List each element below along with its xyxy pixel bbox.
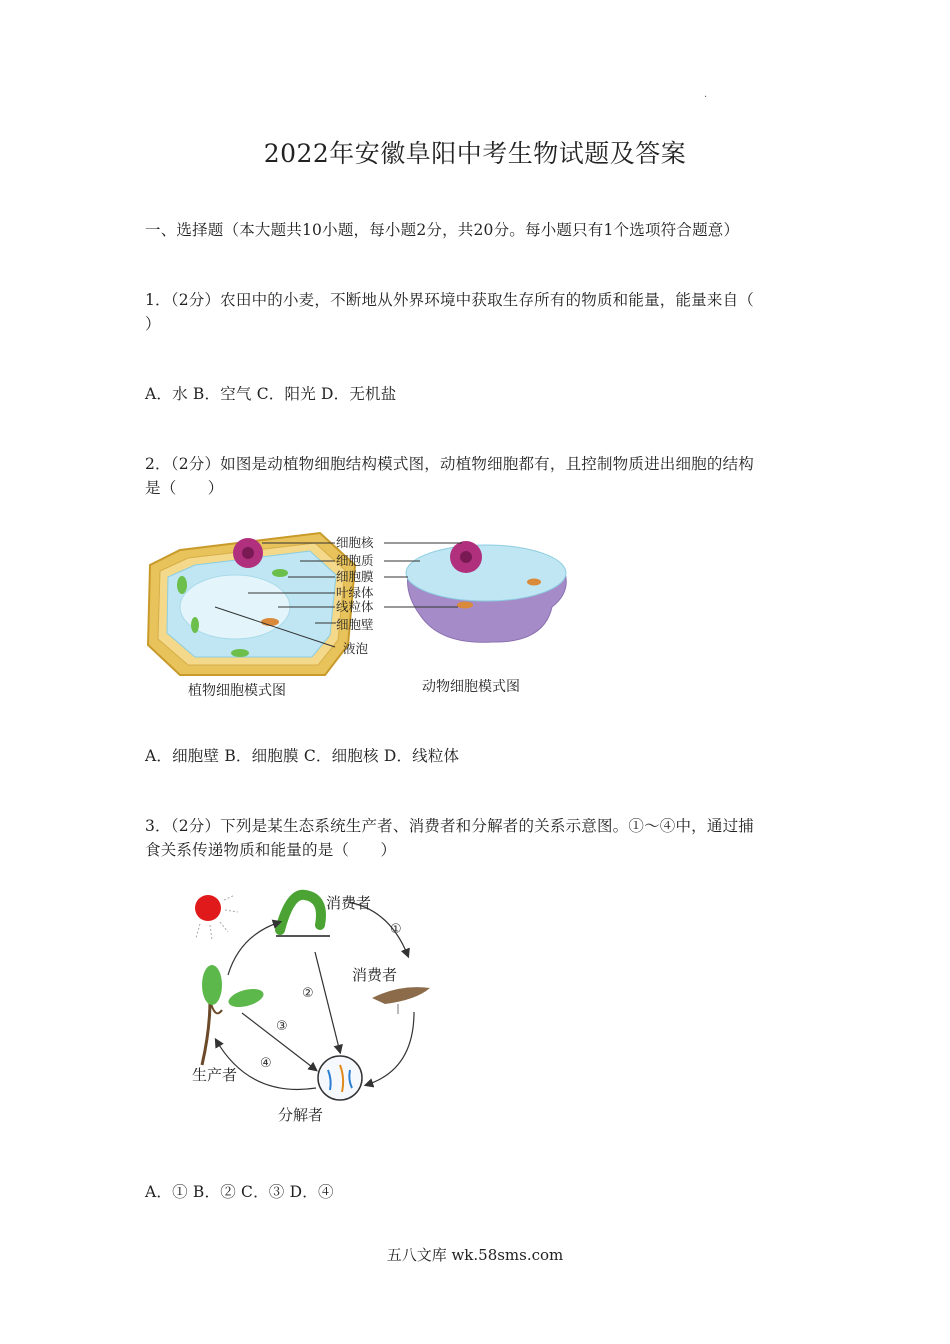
- arrow-number-3: ③: [276, 1019, 288, 1034]
- plant-stem: [202, 1000, 210, 1065]
- question-3-text: 3．（2分）下列是某生态系统生产者、消费者和分解者的关系示意图。①～④中，通过捕: [145, 817, 754, 835]
- label-membrane: 细胞膜: [336, 569, 374, 584]
- arrow-number-2: ②: [302, 986, 314, 1001]
- cell-structure-figure: [140, 525, 580, 705]
- label-mitochondria: 线粒体: [336, 599, 374, 614]
- question-1-text-cont: ）: [145, 315, 161, 333]
- caterpillar-icon: [280, 895, 321, 930]
- label-vacuole: 液泡: [343, 641, 369, 656]
- consumer-1-label: 消费者: [326, 894, 372, 912]
- arrow-number-1: ①: [390, 922, 402, 937]
- section-heading: 一、选择题（本大题共10小题，每小题2分，共20分。每小题只有1个选项符合题意）: [145, 221, 740, 239]
- chloroplast-icon: [231, 649, 249, 657]
- question-3-options: A．① B．② C．③ D．④: [145, 1183, 334, 1201]
- mitochondria-icon: [457, 602, 473, 609]
- plant-nucleolus: [242, 547, 254, 559]
- producer-label: 生产者: [192, 1066, 238, 1084]
- animal-cell-caption: 动物细胞模式图: [422, 679, 520, 695]
- consumer-2-label: 消费者: [352, 966, 398, 984]
- question-2-options: A．细胞壁 B．细胞膜 C．细胞核 D．线粒体: [145, 747, 460, 765]
- page-footer: 五八文库 wk.58sms.com: [386, 1246, 564, 1264]
- question-3-text-cont: 食关系传递物质和能量的是（ ）: [145, 841, 397, 859]
- sun-icon: [195, 895, 221, 921]
- label-chloroplast: 叶绿体: [336, 585, 374, 600]
- label-nucleus: 细胞核: [336, 535, 374, 550]
- bird-icon: [372, 987, 430, 1004]
- question-2-text-cont: 是（ ）: [145, 479, 224, 497]
- mitochondria-icon: [527, 579, 541, 586]
- animal-nucleolus: [460, 551, 472, 563]
- label-cell-wall: 细胞壁: [336, 617, 374, 632]
- chloroplast-icon: [191, 617, 199, 633]
- chloroplast-icon: [272, 569, 288, 577]
- page-title: 2022年安徽阜阳中考生物试题及答案: [263, 139, 687, 168]
- mitochondria-icon: [261, 618, 279, 626]
- animal-cytoplasm: [406, 545, 566, 601]
- chloroplast-icon: [177, 576, 187, 594]
- mark-dot: ·: [704, 92, 708, 103]
- label-cytoplasm: 细胞质: [336, 553, 374, 568]
- leaf-icon: [227, 986, 266, 1011]
- question-1-text: 1．（2分）农田中的小麦，不断地从外界环境中获取生存所有的物质和能量，能量来自（: [145, 291, 754, 309]
- ecosystem-figure: [180, 880, 440, 1130]
- plant-cell-caption: 植物细胞模式图: [188, 683, 286, 699]
- arrow-number-4: ④: [260, 1056, 272, 1071]
- question-2-text: 2．（2分）如图是动植物细胞结构模式图，动植物细胞都有，且控制物质进出细胞的结构: [145, 455, 754, 473]
- question-1-options: A．水 B．空气 C．阳光 D．无机盐: [145, 385, 397, 403]
- decomposer-label: 分解者: [278, 1106, 324, 1124]
- leaf-icon: [202, 965, 222, 1005]
- decomposer-icon: [318, 1056, 362, 1100]
